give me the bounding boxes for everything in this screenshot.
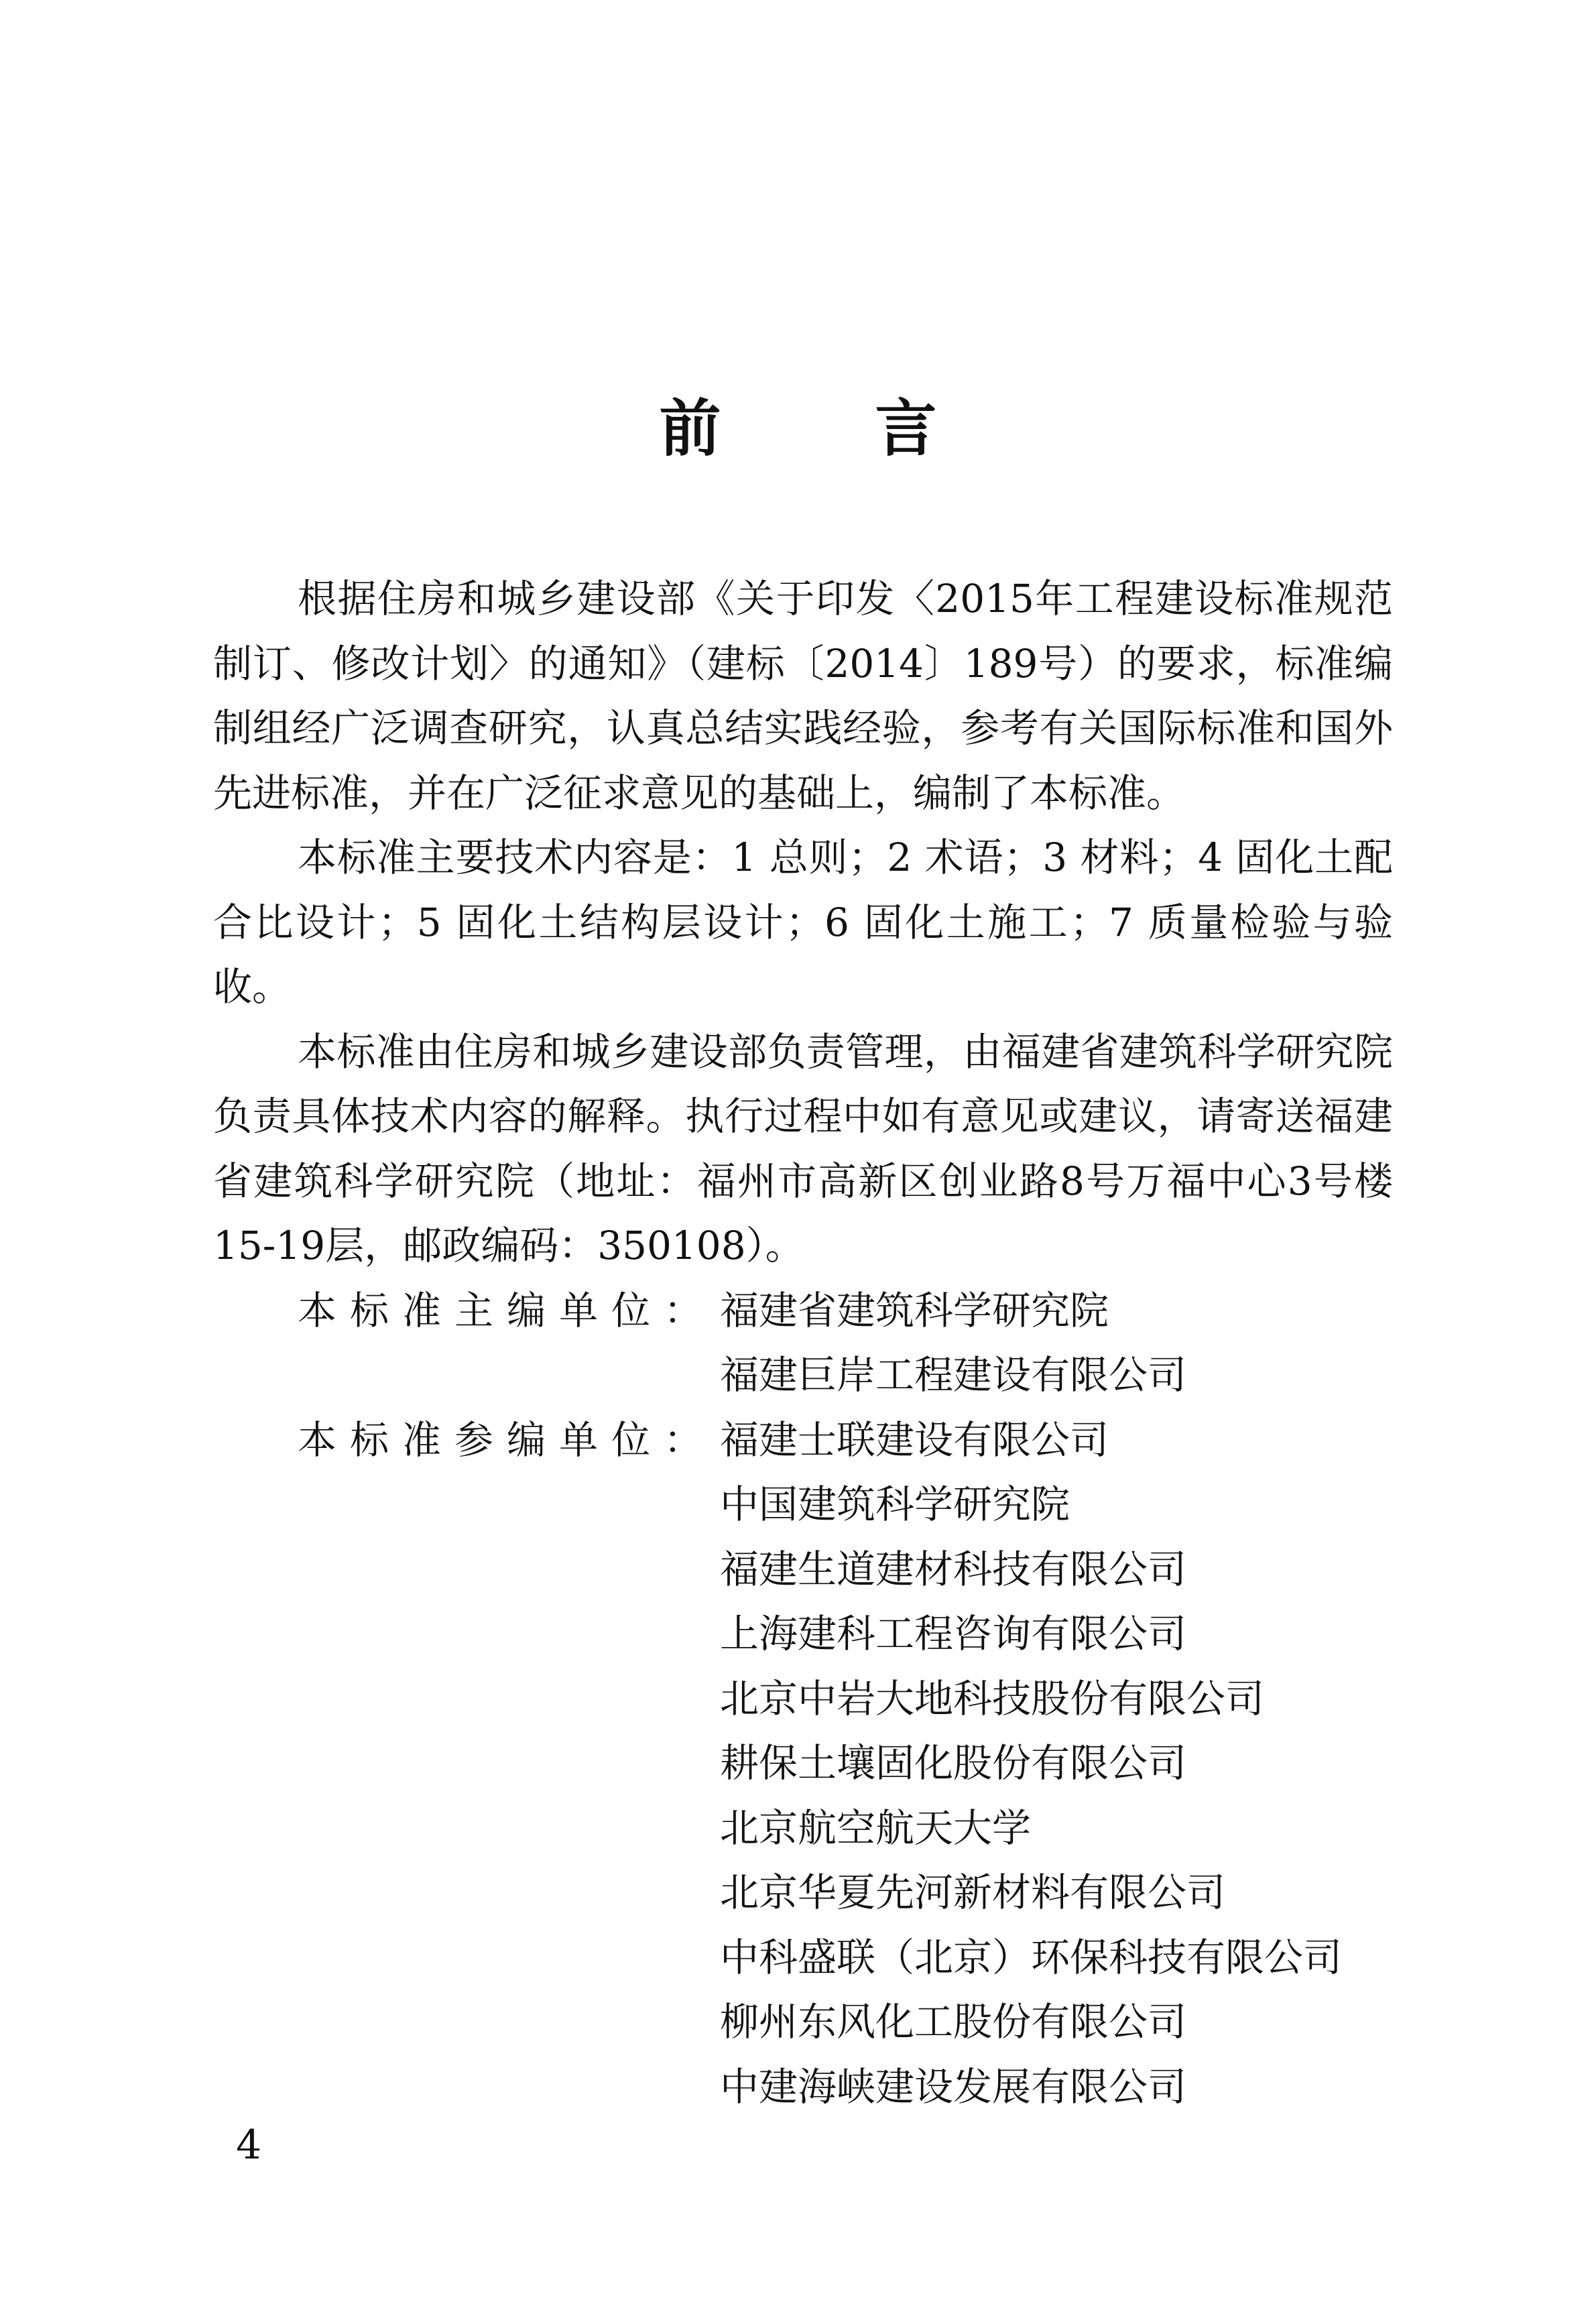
list-item: 中建海峡建设发展有限公司: [720, 2063, 1187, 2110]
editing-units: [213, 1278, 1393, 2120]
paragraph-contents: 本标准主要技术内容是：1 总则；2 术语；3 材料；4 固化土配合比设计；5 固化土结构层设计；6 固化土施工；7 质量检验与验收。: [213, 835, 1393, 1010]
participating-units: [213, 1408, 1393, 2120]
document-body: [213, 566, 1393, 2119]
list-item: 福建生道建材科技有限公司: [720, 1546, 1187, 1592]
chief-editor-units: [213, 1278, 1393, 1408]
paragraph-basis: 根据住房和城乡建设部《关于印发〈2015年工程建设标准规范制订、修改计划〉的通知》（建标〔2014〕189号）的要求，标准编制组经广泛调查研究，认真总结实践经验，参考有关国际标准和国外先进标准，并在广泛征求意见的基础上，编制了本标准。: [213, 576, 1393, 816]
page-number: 4: [236, 2122, 262, 2169]
list-item: 北京华夏先河新材料有限公司: [720, 1870, 1226, 1915]
list-item: 福建巨岸工程建设有限公司: [720, 1352, 1187, 1398]
participating-units-label: 本标准参编单位：: [298, 1416, 717, 1463]
chief-units-list: [720, 1278, 1393, 1408]
list-item: 上海建科工程咨询有限公司: [720, 1611, 1187, 1656]
list-item: 柳州东风化工股份有限公司: [720, 1999, 1187, 2045]
chief-units-label: 本标准主编单位：: [298, 1287, 717, 1333]
list-item: 中国建筑科学研究院: [720, 1481, 1070, 1527]
list-item: 福建士联建设有限公司: [720, 1416, 1109, 1463]
list-item: 北京中岩大地科技股份有限公司: [720, 1675, 1265, 1721]
list-item: 福建省建筑科学研究院: [720, 1287, 1109, 1333]
page-title: 前言: [659, 393, 1091, 465]
paragraph-management: 本标准由住房和城乡建设部负责管理，由福建省建筑科学研究院负责具体技术内容的解释。执行过程中如有意见或建议，请寄送福建省建筑科学研究院（地址：福州市高新区创业路8号万福中心3号楼15-19层，邮政编码：350108）。: [213, 1028, 1393, 1268]
list-item: 北京航空航天大学: [720, 1805, 1032, 1851]
participating-units-list: [720, 1408, 1393, 2120]
list-item: 中科盛联（北京）环保科技有限公司: [720, 1934, 1343, 1980]
list-item: 耕保土壤固化股份有限公司: [720, 1740, 1187, 1786]
